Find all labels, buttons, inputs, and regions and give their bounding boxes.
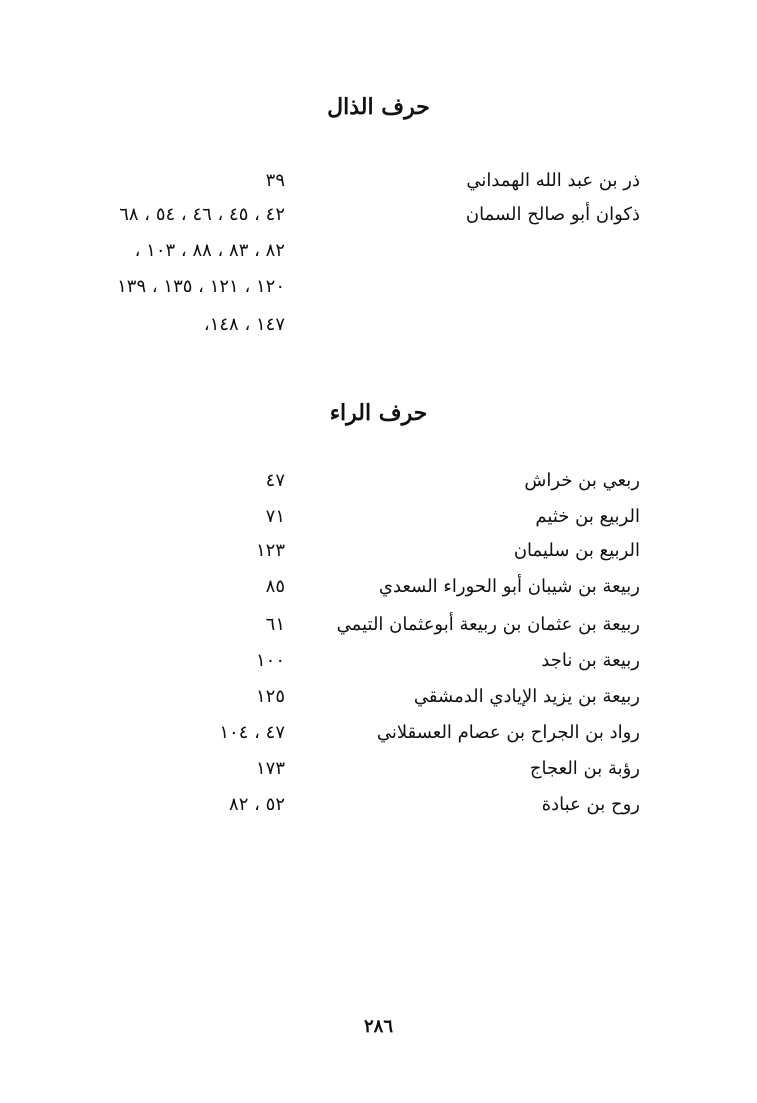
index-entry [60, 164, 640, 198]
entry-pages: ٥٢ ، ٨٢ [229, 794, 285, 815]
entry-pages: ٣٩ [265, 170, 285, 191]
page-number: ٢٨٦ [363, 1016, 393, 1037]
index-entry [60, 680, 640, 714]
entry-name: ربيعة بن عثمان بن ربيعة أبوعثمان التيمي [336, 614, 640, 635]
index-entry [60, 570, 640, 604]
index-entry [60, 464, 640, 498]
entry-name: ذر بن عبد الله الهمداني [466, 170, 640, 191]
entry-pages: ٧١ [265, 506, 285, 527]
entry-pages: ١٢٣ [255, 540, 285, 561]
entry-pages-continuation: ١٤٧ ، ١٤٨، [203, 314, 285, 335]
index-entry [60, 608, 640, 642]
section-heading-dhal: حرف الذال [327, 94, 430, 120]
index-entry [60, 644, 640, 678]
entry-name: ربيعة بن شيبان أبو الحوراء السعدي [378, 576, 640, 597]
entry-pages: ١٢٥ [255, 686, 285, 707]
entry-pages: ٤٢ ، ٤٥ ، ٤٦ ، ٥٤ ، ٦٨ [119, 204, 285, 225]
entry-name: ربعي بن خراش [524, 470, 640, 491]
index-entry [60, 198, 640, 232]
entry-pages-continuation: ٨٢ ، ٨٣ ، ٨٨ ، ١٠٣ ، [134, 240, 285, 261]
entry-name: الربيع بن خثيم [535, 506, 640, 527]
entry-name: ربيعة بن ناجد [541, 650, 640, 671]
entry-pages: ١٧٣ [255, 758, 285, 779]
index-entry [60, 752, 640, 786]
entry-pages: ٤٧ ، ١٠٤ [219, 722, 285, 743]
entry-pages: ٤٧ [265, 470, 285, 491]
index-entry [60, 788, 640, 822]
entry-name: رواد بن الجراح بن عصام العسقلاني [376, 722, 640, 743]
entry-pages: ١٠٠ [255, 650, 285, 671]
entry-pages: ٨٥ [265, 576, 285, 597]
entry-name: ذكوان أبو صالح السمان [465, 204, 640, 225]
index-entry [60, 716, 640, 750]
index-entry [60, 500, 640, 534]
entry-name: رؤبة بن العجاج [529, 758, 640, 779]
entry-name: روح بن عبادة [541, 794, 640, 815]
entry-name: ربيعة بن يزيد الإيادي الدمشقي [413, 686, 640, 707]
section-heading-ra: حرف الراء [329, 400, 428, 426]
entry-name: الربيع بن سليمان [513, 540, 640, 561]
entry-pages-continuation: ١٢٠ ، ١٢١ ، ١٣٥ ، ١٣٩ [117, 276, 285, 297]
index-entry [60, 534, 640, 568]
entry-pages: ٦١ [265, 614, 285, 635]
